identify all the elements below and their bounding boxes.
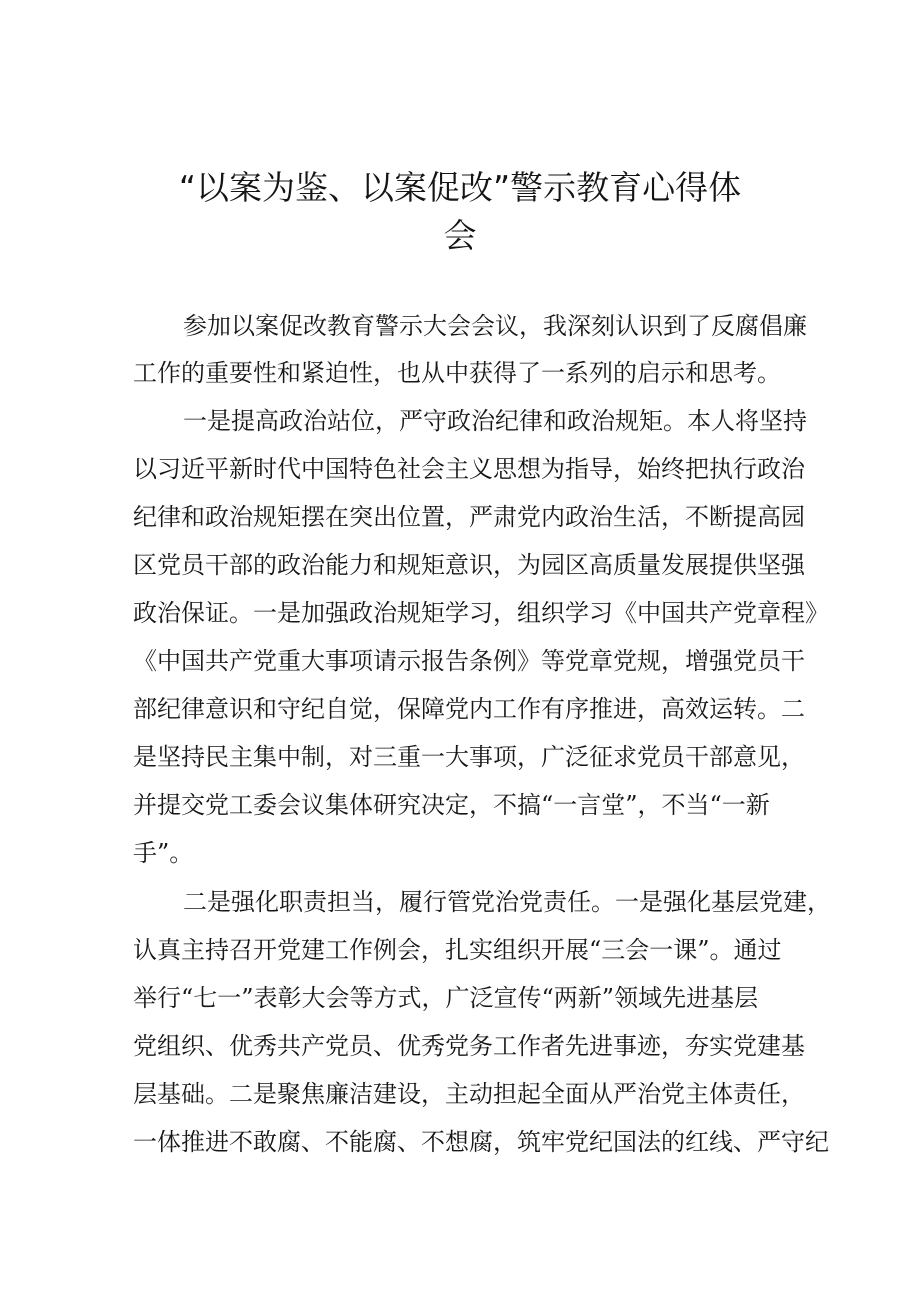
paragraph-2-line: 并提交党工委会议集体研究决定，不搞“一言堂”，不当“一新 xyxy=(133,791,770,819)
paragraph-3-line: 一体推进不敢腐、不能腐、不想腐，筑牢党纪国法的红线、严守纪 xyxy=(133,1128,829,1156)
paragraph-2-line: 以习近平新时代中国特色社会主义思想为指导，始终把执行政治 xyxy=(133,455,805,483)
paragraph-3-line: 认真主持召开党建工作例会，扎实组织开展“三会一课”。通过 xyxy=(133,936,782,964)
paragraph-2-line: 部纪律意识和守纪自觉，保障党内工作有序推进，高效运转。二 xyxy=(133,695,805,723)
paragraph-2-line: 《中国共产党重大事项请示报告条例》等党章党规，增强党员干 xyxy=(133,647,805,675)
title-line-1: “以案为鉴、以案促改”警示教育心得体 xyxy=(178,168,742,207)
document-title xyxy=(140,164,780,260)
paragraph-2-line: 一是提高政治站位，严守政治纪律和政治规矩。本人将坚持 xyxy=(183,407,807,435)
paragraph-3-line: 党组织、优秀共产党员、优秀党务工作者先进事迹，夯实党建基 xyxy=(133,1032,805,1060)
paragraph-3-line: 层基础。二是聚焦廉洁建设，主动担起全面从严治党主体责任， xyxy=(133,1080,805,1108)
paragraph-2-line: 政治保证。一是加强政治规矩学习，组织学习《中国共产党章程》 xyxy=(133,599,829,627)
paragraph-2-line: 手”。 xyxy=(133,839,194,867)
title-line-2: 会 xyxy=(443,216,477,255)
paragraph-3-line: 举行“七一”表彰大会等方式，广泛宣传“两新”领域先进基层 xyxy=(133,984,759,1012)
paragraph-2-line: 区党员干部的政治能力和规矩意识，为园区高质量发展提供坚强 xyxy=(133,551,805,579)
paragraph-1-line: 参加以案促改教育警示大会会议，我深刻认识到了反腐倡廉 xyxy=(183,312,807,340)
paragraph-1-line: 工作的重要性和紧迫性，也从中获得了一系列的启示和思考。 xyxy=(133,359,781,387)
paragraph-2-line: 纪律和政治规矩摆在突出位置，严肃党内政治生活，不断提高园 xyxy=(133,503,805,531)
paragraph-2-line: 是坚持民主集中制，对三重一大事项，广泛征求党员干部意见， xyxy=(133,743,805,771)
paragraph-3-line: 二是强化职责担当，履行管党治党责任。一是强化基层党建， xyxy=(183,888,831,916)
